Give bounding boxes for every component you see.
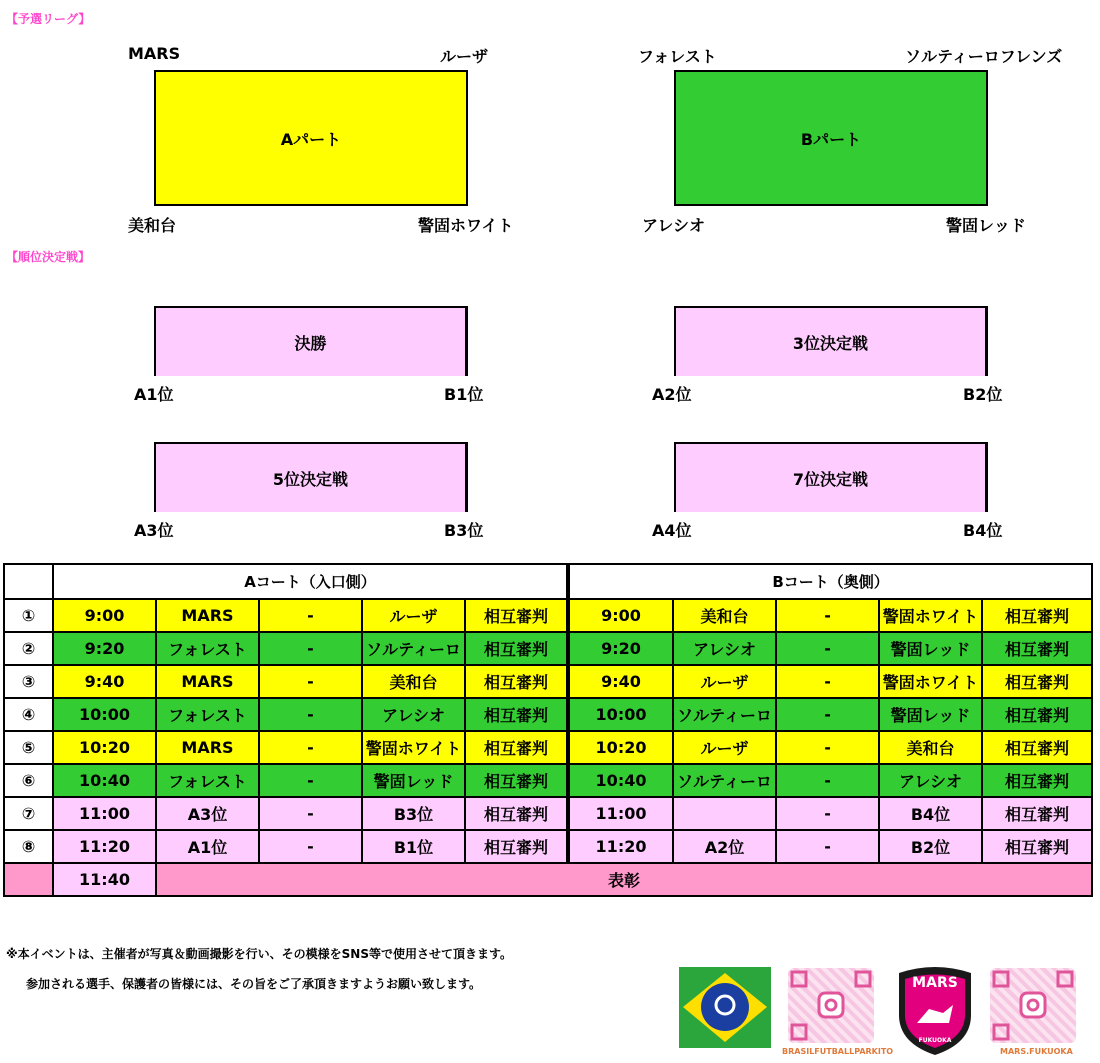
court-a-versus-dash: - xyxy=(259,665,362,698)
final-left: A1位 xyxy=(134,385,174,404)
schedule-row xyxy=(4,830,1092,863)
court-b-team-home: A2位 xyxy=(673,830,776,863)
court-a-referee-cell: 相互審判 xyxy=(465,797,568,830)
court-b-team-home: 美和台 xyxy=(673,599,776,632)
groupA-bottom-right: 警固ホワイト xyxy=(418,216,514,235)
court-b-team-away: B2位 xyxy=(879,830,982,863)
groupA-bottom-left: 美和台 xyxy=(128,216,177,235)
seventh-place-label: 7位決定戦 xyxy=(792,469,869,489)
groupA-label: Aパート xyxy=(280,129,342,149)
court-b-referee-cell: 相互審判 xyxy=(982,632,1092,665)
court-a-versus-dash: - xyxy=(259,731,362,764)
schedule-row xyxy=(4,698,1092,731)
court-a-match-time: 9:20 xyxy=(53,632,156,665)
court-a-referee-cell: 相互審判 xyxy=(465,698,568,731)
match-number: ⑦ xyxy=(4,797,53,830)
mars-fukuoka-logo xyxy=(895,965,975,1057)
court-a-team-away: ソルティーロ xyxy=(362,632,465,665)
court-a-team-home: フォレスト xyxy=(156,632,259,665)
third-place-box xyxy=(674,306,988,376)
court-a-team-away: 警固ホワイト xyxy=(362,731,465,764)
court-a-team-home: MARS xyxy=(156,599,259,632)
court-b-match-time: 10:40 xyxy=(568,764,673,797)
court-a-team-away: ルーザ xyxy=(362,599,465,632)
court-a-versus-dash: - xyxy=(259,698,362,731)
mars-logo-subtext: FUKUOKA xyxy=(918,1037,952,1044)
third-place-label: 3位決定戦 xyxy=(792,333,869,353)
groupA-box xyxy=(154,70,468,206)
court-b-referee-cell: 相互審判 xyxy=(982,764,1092,797)
court-b-team-home: ソルティーロ xyxy=(673,698,776,731)
court-b-match-time: 11:20 xyxy=(568,830,673,863)
court-a-versus-dash: - xyxy=(259,830,362,863)
schedule-row xyxy=(4,797,1092,830)
court-b-match-time: 10:20 xyxy=(568,731,673,764)
awards-blank xyxy=(4,863,53,896)
court-a-match-time: 11:20 xyxy=(53,830,156,863)
groupB-bottom-right: 警固レッド xyxy=(946,216,1026,235)
court-b-team-away: 警固レッド xyxy=(879,698,982,731)
court-b-referee-cell: 相互審判 xyxy=(982,830,1092,863)
groupB-label: Bパート xyxy=(800,129,862,149)
court-a-versus-dash: - xyxy=(259,632,362,665)
court-a-versus-dash: - xyxy=(259,797,362,830)
third-place-left: A2位 xyxy=(652,385,692,404)
court-b-match-time: 10:00 xyxy=(568,698,673,731)
final-right: B1位 xyxy=(444,385,484,404)
court-a-match-time: 9:00 xyxy=(53,599,156,632)
fifth-place-right: B3位 xyxy=(444,521,484,540)
court-a-team-home: フォレスト xyxy=(156,764,259,797)
schedule-row xyxy=(4,632,1092,665)
court-a-match-time: 11:00 xyxy=(53,797,156,830)
court-a-team-away: B1位 xyxy=(362,830,465,863)
court-b-match-time: 11:00 xyxy=(568,797,673,830)
court-a-team-away: B3位 xyxy=(362,797,465,830)
court-a-team-away: 警固レッド xyxy=(362,764,465,797)
court-b-team-away: B4位 xyxy=(879,797,982,830)
groupA-top-right: ルーザ xyxy=(440,47,489,66)
match-number: ③ xyxy=(4,665,53,698)
court-a-match-time: 10:00 xyxy=(53,698,156,731)
court-b-referee-cell: 相互審判 xyxy=(982,797,1092,830)
court-b-team-home: ルーザ xyxy=(673,731,776,764)
court-a-referee-cell: 相互審判 xyxy=(465,632,568,665)
court-b-match-time: 9:20 xyxy=(568,632,673,665)
seventh-place-box xyxy=(674,442,988,512)
instagram-qr-mars xyxy=(990,968,1076,1043)
awards-label: 表彰 xyxy=(156,863,1092,896)
court-a-team-away: アレシオ xyxy=(362,698,465,731)
court-a-referee-cell: 相互審判 xyxy=(465,764,568,797)
brazil-flag-icon xyxy=(679,967,771,1048)
court-b-team-away: 警固ホワイト xyxy=(879,599,982,632)
instagram-qr-brasil xyxy=(788,968,874,1043)
court-b-match-time: 9:00 xyxy=(568,599,673,632)
third-place-right: B2位 xyxy=(963,385,1003,404)
qr-mars-label: MARS.FUKUOKA xyxy=(1000,1047,1073,1056)
court-b-team-home: ソルティーロ xyxy=(673,764,776,797)
schedule-row xyxy=(4,731,1092,764)
fifth-place-label: 5位決定戦 xyxy=(272,469,349,489)
court-b-versus-dash: - xyxy=(776,764,879,797)
court-b-team-away: アレシオ xyxy=(879,764,982,797)
court-a-team-home: A3位 xyxy=(156,797,259,830)
court-a-referee-cell: 相互審判 xyxy=(465,665,568,698)
court-a-match-time: 10:40 xyxy=(53,764,156,797)
court-a-versus-dash: - xyxy=(259,764,362,797)
placement-title: 【順位決定戦】 xyxy=(6,250,91,264)
seventh-place-left: A4位 xyxy=(652,521,692,540)
court-b-team-away: 警固レッド xyxy=(879,632,982,665)
fifth-place-left: A3位 xyxy=(134,521,174,540)
note-line1: ※本イベントは、主催者が写真＆動画撮影を行い、その模様をSNS等で使用させて頂きます。 xyxy=(6,947,513,961)
court-b-team-home xyxy=(673,797,776,830)
schedule-header-row xyxy=(4,564,1092,599)
court-b-match-time: 9:40 xyxy=(568,665,673,698)
court-b-team-away: 美和台 xyxy=(879,731,982,764)
brasil-futball-park-logo xyxy=(679,967,771,1048)
court-b-referee-cell: 相互審判 xyxy=(982,731,1092,764)
court-a-team-away: 美和台 xyxy=(362,665,465,698)
court-b-referee-cell: 相互審判 xyxy=(982,599,1092,632)
court-a-team-home: A1位 xyxy=(156,830,259,863)
groupB-top-right: ソルティーロフレンズ xyxy=(905,47,1063,66)
instagram-icon xyxy=(788,968,874,1043)
match-number: ⑤ xyxy=(4,731,53,764)
match-number: ① xyxy=(4,599,53,632)
court-b-team-home: ルーザ xyxy=(673,665,776,698)
court-b-versus-dash: - xyxy=(776,632,879,665)
court-a-team-home: MARS xyxy=(156,665,259,698)
schedule-row xyxy=(4,599,1092,632)
court-b-referee-cell: 相互審判 xyxy=(982,698,1092,731)
court-a-referee-cell: 相互審判 xyxy=(465,830,568,863)
prelim-title: 【予選リーグ】 xyxy=(6,12,91,26)
qr-brasil-label: BRASILFUTBALLPARKITO xyxy=(782,1047,894,1056)
note-line2: 参加される選手、保護者の皆様には、その旨をご了承頂きますようお願い致します。 xyxy=(26,977,482,991)
final-label: 決勝 xyxy=(294,333,327,353)
court-a-team-home: フォレスト xyxy=(156,698,259,731)
schedule-table xyxy=(3,563,1093,897)
match-number: ⑧ xyxy=(4,830,53,863)
court-b-versus-dash: - xyxy=(776,599,879,632)
groupA-top-left: MARS xyxy=(128,44,181,63)
header-blank xyxy=(4,564,53,599)
court-a-match-time: 9:40 xyxy=(53,665,156,698)
court-a-referee-cell: 相互審判 xyxy=(465,599,568,632)
fifth-place-box xyxy=(154,442,468,512)
court-a-team-home: MARS xyxy=(156,731,259,764)
schedule-row xyxy=(4,665,1092,698)
court-b-versus-dash: - xyxy=(776,830,879,863)
court-b-versus-dash: - xyxy=(776,665,879,698)
court-b-team-home: アレシオ xyxy=(673,632,776,665)
schedule-row xyxy=(4,764,1092,797)
court-b-header: Bコート（奥側） xyxy=(568,564,1092,599)
match-number: ④ xyxy=(4,698,53,731)
groupB-box xyxy=(674,70,988,206)
court-b-team-away: 警固ホワイト xyxy=(879,665,982,698)
groupB-bottom-left: アレシオ xyxy=(642,216,705,235)
court-b-versus-dash: - xyxy=(776,797,879,830)
court-b-versus-dash: - xyxy=(776,698,879,731)
match-number: ② xyxy=(4,632,53,665)
awards-row xyxy=(4,863,1092,896)
court-b-versus-dash: - xyxy=(776,731,879,764)
final-box xyxy=(154,306,468,376)
court-a-referee-cell: 相互審判 xyxy=(465,731,568,764)
court-a-header: Aコート（入口側） xyxy=(53,564,568,599)
court-b-referee-cell: 相互審判 xyxy=(982,665,1092,698)
instagram-icon xyxy=(990,968,1076,1043)
court-a-versus-dash: - xyxy=(259,599,362,632)
court-a-match-time: 10:20 xyxy=(53,731,156,764)
groupB-top-left: フォレスト xyxy=(638,47,717,66)
awards-time: 11:40 xyxy=(53,863,156,896)
match-number: ⑥ xyxy=(4,764,53,797)
seventh-place-right: B4位 xyxy=(963,521,1003,540)
mars-logo-text: MARS xyxy=(912,975,958,991)
